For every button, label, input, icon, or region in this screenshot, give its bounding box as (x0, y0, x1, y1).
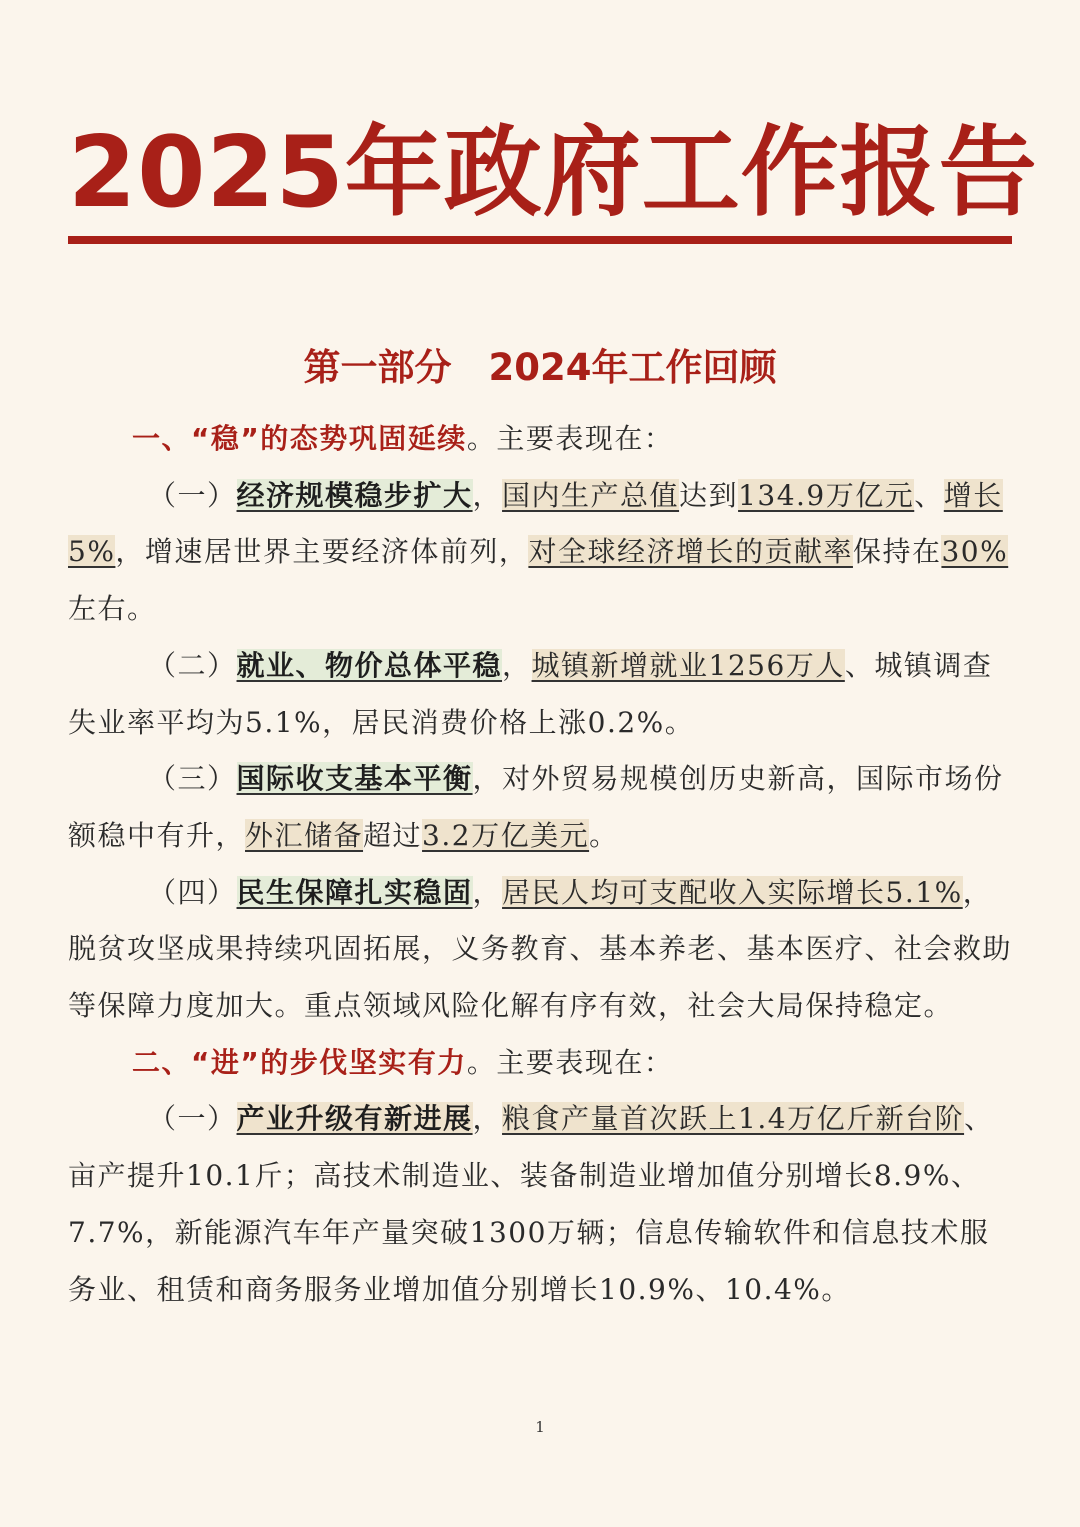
highlight-income: 居民人均可支配收入实际增长5.1% (502, 875, 963, 909)
highlight-employment: 城镇新增就业1256万人 (531, 648, 845, 682)
text-run: 、亩产提升10.1斤；高技术制造业、装备制造业增加值分别增长8.9%、7.7%，新能源汽车年产量突破1300万辆；信息传输软件和信息技术服务业、租赁和商务服务业增加值分别增长10.9%、10.4%。 (68, 1102, 994, 1306)
highlight-gdp: 国内生产总值 (502, 478, 680, 512)
highlight-reserves: 外汇储备 (245, 818, 364, 852)
text-run: ， (472, 478, 503, 512)
item-label: （三） (148, 762, 237, 796)
body-text (68, 411, 1018, 1318)
item-label: （四） (148, 875, 237, 909)
part1-heading-tail: 。主要表现在： (466, 422, 674, 455)
text-run: 、 (914, 478, 944, 512)
item-label: （二） (148, 648, 237, 682)
part1-heading-paragraph (68, 411, 1018, 468)
part1-item4 (68, 865, 1018, 1035)
text-run: ，脱贫攻坚成果持续巩固拓展，义务教育、基本养老、基本医疗、社会救助等保障力度加大。重点领域风险化解有序有效，社会大局保持稳定。 (68, 875, 1013, 1023)
section-title: 第一部分 2024年工作回顾 (303, 346, 777, 389)
part1-heading: 一、“稳”的态势巩固延续 (132, 422, 467, 455)
text-run: 保持在 (852, 535, 942, 569)
highlight-grain: 粮食产量首次跃上1.4万亿斤新台阶 (502, 1102, 965, 1136)
part1-item3 (68, 751, 1018, 864)
text-run: 、城镇调查失业率平均为5.1%，居民消费价格上涨0.2%。 (68, 648, 993, 739)
text-run: ，对外贸易规模创历史新高，国际市场份额稳中有升， (68, 762, 1004, 852)
highlight-gdp-value: 134.9万亿元 (738, 478, 915, 512)
text-run: 。 (589, 818, 619, 852)
highlight-contribution-value: 30% (941, 535, 1009, 569)
part1-item2 (68, 638, 1018, 751)
text-run: ， (472, 1102, 503, 1136)
highlight-reserves-value: 3.2万亿美元 (422, 818, 590, 852)
item-lead: 民生保障扎实稳固 (236, 875, 473, 909)
part1-item1 (68, 468, 1018, 638)
item-lead: 就业、物价总体平稳 (236, 648, 503, 682)
text-run: 左右。 (68, 592, 157, 626)
part2-item1 (68, 1091, 1018, 1318)
document-title: 2025年政府工作报告 (68, 116, 1038, 230)
text-run: ， (472, 875, 503, 909)
text-run: ， (502, 648, 532, 682)
part2-heading: 二、“进”的步伐坚实有力 (132, 1045, 467, 1079)
part2-heading-paragraph (68, 1035, 1018, 1092)
highlight-contribution: 对全球经济增长的贡献率 (528, 535, 853, 569)
part2-heading-tail: 。主要表现在： (466, 1045, 674, 1079)
item-label: （一） (148, 1102, 237, 1136)
highlight-growth: 增长5% (68, 478, 1003, 569)
page-number: 1 (535, 1418, 545, 1436)
item-label: （一） (148, 478, 237, 512)
text-run: 超过 (363, 818, 423, 852)
item-lead: 经济规模稳步扩大 (236, 478, 473, 512)
text-run: ，增速居世界主要经济体前列， (115, 535, 529, 569)
item-lead: 国际收支基本平衡 (236, 762, 473, 796)
text-run: 达到 (679, 478, 739, 512)
item-lead: 产业升级有新进展 (236, 1102, 473, 1136)
title-underline (68, 236, 1012, 244)
